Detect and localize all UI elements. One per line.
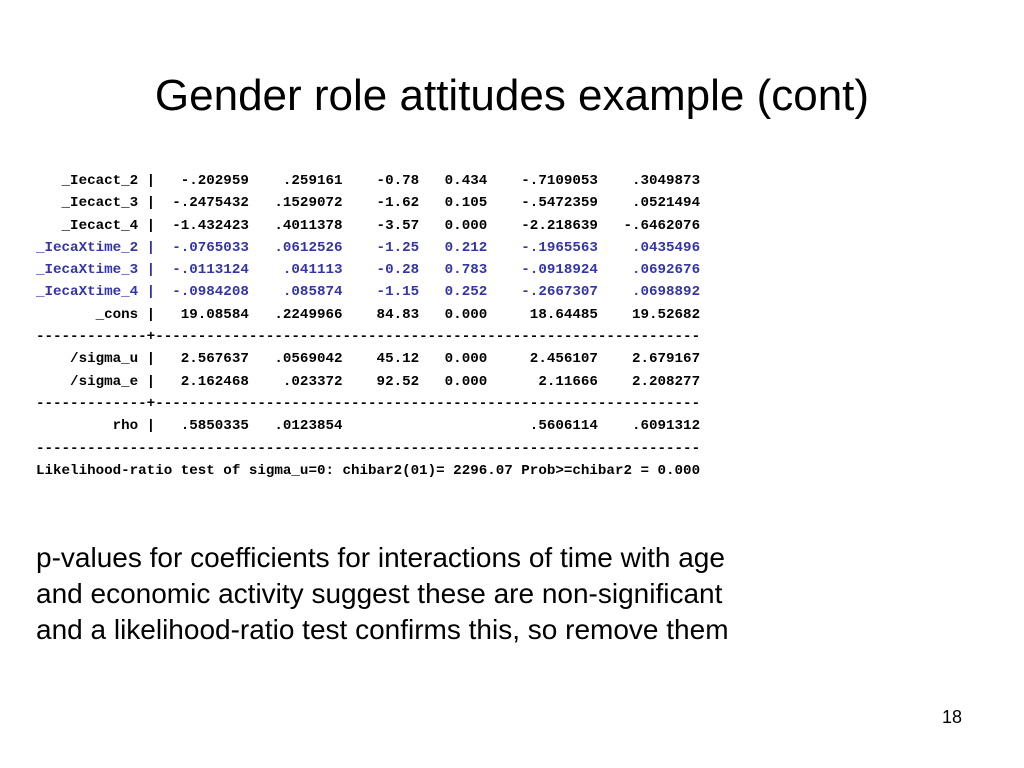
output-line-interaction: _IecaXtime_3 | -.0113124 .041113 -0.28 0.783 -.0918924 .0692676 [36,262,701,279]
output-line: /sigma_u | 2.567637 .0569042 45.12 0.000 2.456107 2.679167 [36,351,701,368]
slide-number: 18 [941,707,962,727]
output-line: _Iecact_4 | -1.432423 .4011378 -3.57 0.000 -2.218639 -.6462076 [36,217,701,234]
body-text-line: and a likelihood-ratio test confirms this, so remove them [36,614,729,645]
slide-body-text [36,540,996,648]
output-separator: ------------------------------------------------------------------------------ [36,440,701,457]
body-text-line: p-values for coefficients for interactions of time with age [36,542,725,573]
output-line: rho | .5850335 .0123854 .5606114 .6091312 [36,418,701,435]
output-separator: -------------+---------------------------------------------------------------- [36,395,701,412]
body-text-line: and economic activity suggest these are non-significant [36,578,723,609]
slide-title: Gender role attitudes example (cont) [154,71,870,120]
output-line: _Iecact_2 | -.202959 .259161 -0.78 0.434 -.7109053 .3049873 [36,173,701,189]
output-line-interaction: _IecaXtime_4 | -.0984208 .085874 -1.15 0.252 -.2667307 .0698892 [36,284,701,301]
output-line: _cons | 19.08584 .2249966 84.83 0.000 18.64485 19.52682 [36,306,701,323]
output-line-interaction: _IecaXtime_2 | -.0765033 .0612526 -1.25 0.212 -.1965563 .0435496 [36,239,701,256]
stata-regression-output [36,170,700,482]
output-line: _Iecact_3 | -.2475432 .1529072 -1.62 0.105 -.5472359 .0521494 [36,195,701,212]
output-separator: -------------+---------------------------------------------------------------- [36,329,701,346]
likelihood-ratio-test-line: Likelihood-ratio test of sigma_u=0: chibar2(01)= 2296.07 Prob>=chibar2 = 0.000 [36,462,701,479]
output-line: /sigma_e | 2.162468 .023372 92.52 0.000 2.11666 2.208277 [36,373,701,390]
